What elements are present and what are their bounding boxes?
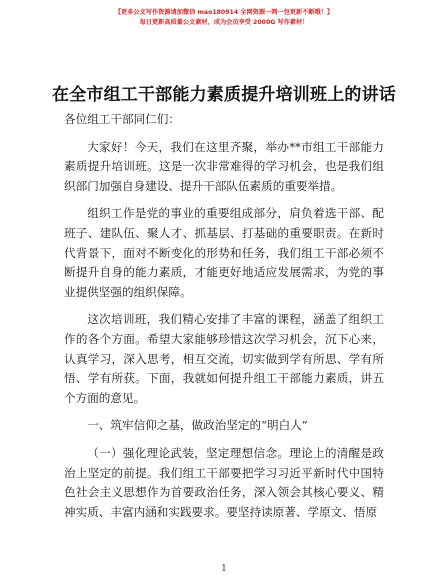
promo-banner-line-2: 每日更新高质量公文素材，成为会员享受 2000G 写作素材！ [139,19,309,26]
document-title: 在全市组工干部能力素质提升培训班上的讲话 [52,85,396,105]
paragraph: 组织工作是党的事业的重要组成部分，肩负着选干部、配班子、建队伍、聚人才、抓基层、打基础的重要职责。在新时代背景下，面对不断变化的形势和任务，我们组工干部必须不断提升自身的能力素质，才能更好地适应发展需求，为党的事业提供坚强的组织保障。 [64,206,384,299]
salutation: 各位组工干部同仁们： [64,112,180,126]
promo-banner [0,8,448,28]
section-heading: 一、筑牢信仰之基，做政治坚定的“明白人” [87,418,308,433]
promo-banner-line-1: 【更多公文写作资源请加微信 mao180914 全网资源一网一包更新不断哦！】 [114,9,334,16]
page-number: 1 [221,564,227,574]
document-body [64,110,384,522]
paragraph: （一）强化理论武装，坚定理想信念。理论上的清醒是政治上坚定的前提。我们组工干部要把学习习近平新时代中国特色社会主义思想作为首要政治任务，深入领会其核心要义、精神实质、丰富内涵和实践要求。要坚持读原著、学原文、悟原 [64,445,384,519]
paragraph: 大家好！今天，我们在这里齐聚，举办**市组工干部能力素质提升培训班。这是一次非常难得的学习机会，也是我们组织部门加强自身建设、提升干部队伍素质的重要举措。 [64,139,384,193]
paragraph: 这次培训班，我们精心安排了丰富的课程，涵盖了组织工作的各个方面。希望大家能够珍惜这次学习机会，沉下心来，认真学习，深入思考，相互交流，切实做到学有所思、学有所悟、学有所获。下面，我就如何提升组工干部能力素质，讲五个方面的意见。 [64,312,384,405]
